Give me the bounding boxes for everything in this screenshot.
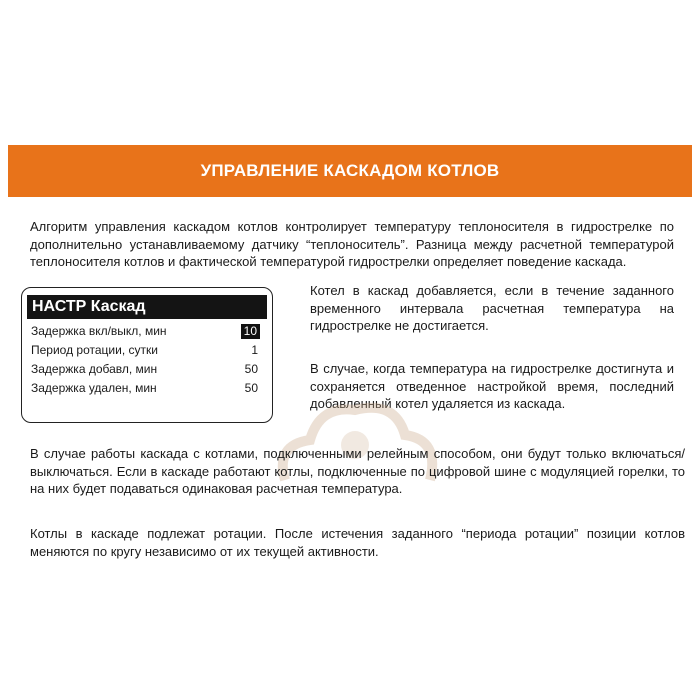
section-banner (8, 145, 692, 197)
setting-label: Период ротации, сутки (31, 343, 158, 357)
setting-value[interactable]: 50 (244, 362, 258, 376)
setting-value-selected[interactable]: 10 (241, 324, 260, 339)
panel-title: НАСТР Каскад (27, 295, 267, 319)
intro-paragraph: Алгоритм управления каскадом котлов контролирует температуру теплоносителя в гидрострелке по дополнительно устанавливаемому датчику “теплоноситель”. Разница между расчетной температурой теплоносителя котлов и фактической температурой гидрострелки определяет поведение каскада. (30, 219, 674, 269)
section-title: УПРАВЛЕНИЕ КАСКАДОМ КОТЛОВ (200, 161, 500, 180)
setting-row-delay-onoff[interactable] (31, 322, 262, 341)
setting-value[interactable]: 1 (251, 343, 258, 357)
setting-row-add-delay[interactable] (31, 360, 262, 379)
rotation-paragraph: Котлы в каскаде подлежат ротации. После истечения заданного “периода ротации” позиции котлов меняются по кругу независимо от их текущей активности. (30, 526, 685, 559)
remove-boiler-paragraph: В случае, когда температура на гидрострелке достигнута и сохраняется отведенное настройкой время, последний добавленный котел удаляется из каскада. (310, 361, 674, 411)
cascade-settings-panel (21, 287, 273, 423)
setting-label: Задержка добавл, мин (31, 362, 158, 376)
setting-row-rotation-period[interactable] (31, 341, 262, 360)
setting-row-remove-delay[interactable] (31, 379, 262, 398)
add-boiler-paragraph: Котел в каскад добавляется, если в течение заданного временного интервала расчетная температура на гидрострелке не достигается. (310, 283, 674, 333)
relay-paragraph: В случае работы каскада с котлами, подключенными релейным способом, они будут только включаться/выключаться. Если в каскаде работают котлы, подключенные по цифровой шине с модуляцией горелки, то на них будет подаваться одинаковая расчетная температура. (30, 446, 685, 496)
setting-label: Задержка вкл/выкл, мин (31, 324, 167, 338)
setting-value[interactable]: 50 (244, 381, 258, 395)
setting-label: Задержка удален, мин (31, 381, 157, 395)
